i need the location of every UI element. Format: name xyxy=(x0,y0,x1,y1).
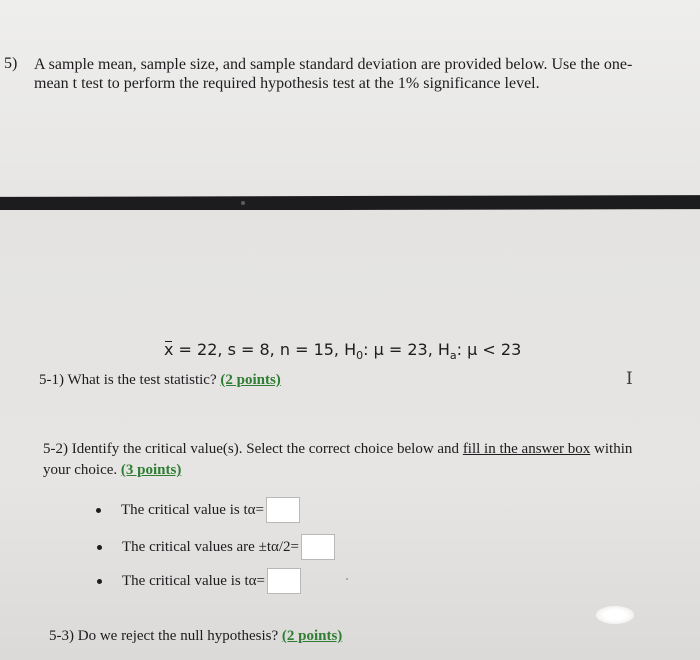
choice-a-bullet xyxy=(96,508,101,513)
screen-speck xyxy=(346,578,348,580)
h0-subscript: 0 xyxy=(356,349,364,362)
question-5-2-text-b: within your choice. xyxy=(43,441,633,478)
ha-subscript: a xyxy=(449,349,457,362)
question-5-3-text: 5-3) Do we reject the null hypothesis? xyxy=(49,628,282,644)
camera-dot xyxy=(241,201,245,205)
question-5-2-points: (3 points) xyxy=(120,462,182,478)
choice-c-bullet xyxy=(97,579,102,584)
question-text: A sample mean, sample size, and sample standard deviation are provided below. Use the one-mean t test to perform the required hypothesis test at the 1% significance level. xyxy=(34,56,633,92)
question-5-3 xyxy=(49,628,342,645)
question-5-3-points: (2 points) xyxy=(281,628,343,644)
question-5-2 xyxy=(43,439,633,481)
question-5-2-text-a: 5-2) Identify the critical value(s). Select the correct choice below and xyxy=(43,441,463,457)
question-5-1-points: (2 points) xyxy=(220,372,281,388)
choice-c-label: The critical value is tα= xyxy=(122,572,265,589)
choice-a[interactable] xyxy=(96,497,300,523)
screen-divider-bar xyxy=(0,195,700,211)
formula-part-3: : μ < 23 xyxy=(456,340,522,359)
choice-c-answer-box[interactable] xyxy=(267,568,301,594)
question-5-1-text: 5-1) What is the test statistic? xyxy=(39,372,221,388)
text-cursor-icon: I xyxy=(626,369,633,389)
choice-b-bullet xyxy=(97,545,102,550)
choice-b-answer-box[interactable] xyxy=(301,534,335,560)
xbar-symbol: x xyxy=(164,340,174,359)
question-5-1 xyxy=(39,372,281,389)
choice-b-label: The critical values are ±tα/2= xyxy=(122,538,299,555)
formula-part-2: : μ = 23, H xyxy=(363,340,450,359)
choice-a-answer-box[interactable] xyxy=(266,497,300,523)
choice-a-label: The critical value is tα= xyxy=(121,501,264,518)
formula-part-1: = 22, s = 8, n = 15, H xyxy=(173,340,357,359)
choice-b[interactable] xyxy=(97,534,335,560)
question-panel xyxy=(0,0,700,196)
choice-c[interactable] xyxy=(97,568,301,594)
question-number: 5) xyxy=(4,55,18,72)
fill-in-answer-box-link[interactable]: fill in the answer box xyxy=(462,441,591,457)
screen-glare xyxy=(596,606,634,624)
given-values-formula xyxy=(164,340,522,362)
